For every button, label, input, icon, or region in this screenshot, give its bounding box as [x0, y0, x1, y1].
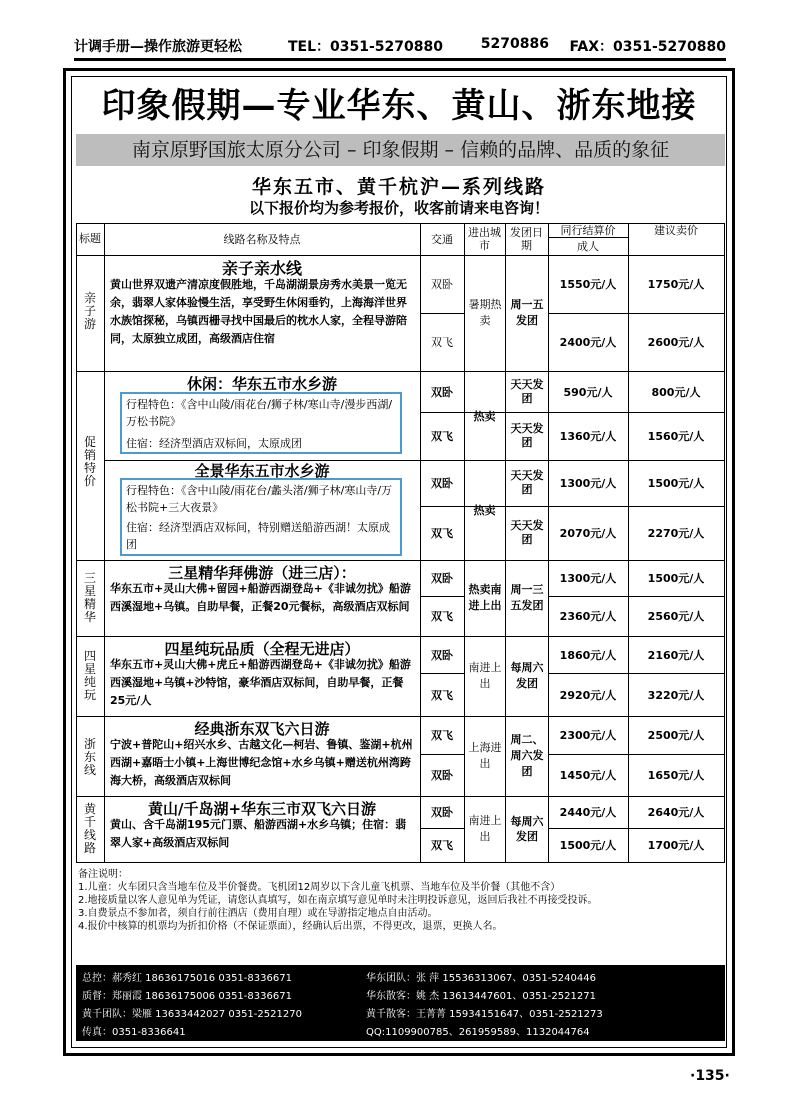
- header-tel: TEL：0351-5270880: [287, 39, 443, 55]
- price-peer: 1360元/人: [559, 430, 617, 443]
- group-label: 四星纯玩: [83, 649, 96, 702]
- price-suggest: 2270元/人: [647, 527, 705, 540]
- col-depart-header: 发团日期: [510, 226, 543, 252]
- header-slogan: 计调手册—操作旅游更轻松: [74, 39, 242, 55]
- traffic-cell: 双卧: [431, 648, 453, 662]
- price-peer: 1550元/人: [559, 278, 617, 291]
- page-number: ·135·: [690, 1068, 730, 1084]
- price-suggest: 1750元/人: [647, 278, 705, 291]
- traffic-cell: 双卧: [431, 769, 453, 782]
- col-suggest-header: 建议卖价: [654, 224, 698, 237]
- inout-cell: 暑期热卖: [468, 298, 502, 327]
- traffic-cell: 双卧: [431, 385, 453, 399]
- route-title: 四星纯玩品质（全程无进店）: [164, 640, 360, 658]
- route-desc: 宁波+普陀山+绍兴水乡、古越文化—柯岩、鲁镇、鉴湖+杭州西湖+嘉晤士小镇+上海世博纪念馆+水乡乌镇+赠送杭州湾跨海大桥，高级酒店双标间: [110, 738, 413, 787]
- contact-item: 传真：0351-8336641: [82, 1027, 186, 1038]
- inout-cell: 南进上出: [468, 661, 502, 690]
- traffic-cell: 双飞: [431, 839, 453, 852]
- traffic-cell: 双卧: [431, 278, 453, 291]
- col-peer-price-header: 同行结算价: [560, 224, 616, 237]
- price-peer: 590元/人: [563, 385, 613, 399]
- inout-cell: 南进上出: [468, 814, 502, 843]
- price-suggest: 1650元/人: [647, 769, 705, 782]
- depart-cell: 周一五发团: [510, 298, 544, 327]
- route-desc: 黄山世界双遗产清凉度假胜地，千岛湖湖景房秀水美景一览无余，翡翠人家体验慢生活，享受野生休闲垂钓，上海海洋世界水族馆探秘，乌镇西栅寻找中国最后的枕水人家，全程导游陪同，太原独立成团，高级酒店住宿: [110, 278, 407, 345]
- route-title: 亲子亲水线: [221, 259, 302, 278]
- price-peer: 2920元/人: [559, 688, 617, 702]
- contact-item: 质督：郑丽霞 18636175006 0351-8336671: [82, 991, 292, 1002]
- note-item: 1.儿童：火车团只含当地车位及半价餐费。飞机团12周岁以下含儿童飞机票、当地车位及半价餐（其他不含）: [78, 882, 561, 893]
- price-peer: 2400元/人: [559, 336, 617, 349]
- price-peer: 2300元/人: [559, 729, 617, 742]
- note-item: 3.自费景点不参加者，须自行前往酒店（费用自理）或在导游指定地点自由活动。: [78, 908, 438, 919]
- group-label: 亲子游: [83, 291, 96, 331]
- route-desc: 黄山、含千岛湖195元门票、船游西湖+水乡乌镇；住宿：翡翠人家+高级酒店双标间: [110, 818, 407, 849]
- price-note: 以下报价均为参考报价，收客前请来电咨询！: [248, 199, 549, 217]
- route-stay: 住宿：经济型酒店双标间，太原成团: [126, 437, 302, 450]
- contact-item: 华东散客：姚 杰 13613447601、0351-2521271: [366, 991, 596, 1002]
- contact-item: QQ:1109900785、261959589、1132044764: [366, 1027, 590, 1038]
- price-suggest: 2640元/人: [647, 806, 705, 819]
- price-suggest: 1500元/人: [647, 572, 705, 585]
- price-peer: 1500元/人: [559, 839, 617, 852]
- route-itinerary: 行程特色：《含中山陵/雨花台/蠡头渚/狮子林/寒山寺/万松书院+三大夜景》: [126, 484, 393, 514]
- group-label: 浙东线: [83, 737, 96, 777]
- page-header: [74, 36, 726, 61]
- group-label: 黄千线路: [83, 802, 96, 855]
- price-suggest: 2160元/人: [647, 648, 705, 662]
- price-peer: 1450元/人: [559, 769, 617, 782]
- route-desc: 华东五市+灵山大佛+虎丘+船游西湖登岛+《非诚勿扰》船游西溪湿地+乌镇+沙特馆，豪华酒店双标间，自助早餐，正餐25元/人: [110, 658, 411, 707]
- price-suggest: 1560元/人: [647, 430, 705, 443]
- contact-item: 黄千散客：王菁菁 15934151647、0351-2521273: [366, 1009, 603, 1020]
- col-inout-header: 进出城市: [468, 226, 501, 252]
- depart-cell: 周二、周六发团: [510, 733, 544, 778]
- traffic-cell: 双飞: [431, 688, 453, 702]
- route-title: 经典浙东双飞六日游: [194, 720, 330, 738]
- contact-item: 总控：郝秀红 18636175016 0351-8336671: [82, 973, 292, 984]
- depart-cell: 天天发团: [510, 377, 544, 405]
- price-suggest: 2600元/人: [647, 336, 705, 349]
- contact-item: 黄千团队：梁雁 13633442027 0351-2521270: [82, 1009, 302, 1020]
- traffic-cell: 双飞: [431, 336, 453, 349]
- page-title: 印象假期—专业华东、黄山、浙东地接: [101, 86, 697, 126]
- depart-cell: 天天发团: [510, 519, 544, 546]
- route-title: 全景华东五市水乡游: [194, 462, 330, 480]
- note-item: 2.地接质量以客人意见单为凭证，请您认真填写，如在南京填写意见单时未注明投诉意见，返回后我社不再接受投诉。: [78, 895, 598, 906]
- header-tel2: 5270886: [480, 36, 549, 52]
- series-title: 华东五市、黄千杭沪—系列线路: [251, 176, 546, 198]
- inout-cell: 热卖南进上出: [468, 583, 502, 612]
- traffic-cell: 双飞: [431, 430, 453, 443]
- depart-cell: 天天发团: [510, 422, 544, 449]
- route-itinerary: 行程特色：《含中山陵/雨花台/狮子林/寒山寺/漫步西湖/万松书院》: [126, 398, 393, 428]
- traffic-cell: 双卧: [431, 806, 453, 819]
- col-route-header: 线路名称及特点: [223, 233, 301, 246]
- traffic-cell: 双卧: [431, 477, 453, 490]
- depart-cell: 天天发团: [510, 469, 544, 496]
- price-suggest: 2560元/人: [647, 610, 705, 623]
- price-suggest: 2500元/人: [647, 729, 705, 742]
- contact-block: [76, 965, 725, 1041]
- col-title-header: 标题: [79, 232, 101, 245]
- price-peer: 2360元/人: [559, 610, 617, 623]
- inout-cell: 热卖: [473, 504, 496, 517]
- route-title: 三星精华拜佛游（进三店）：: [168, 564, 356, 582]
- header-fax: FAX：0351-5270880: [569, 39, 726, 55]
- route-title: 休闲：华东五市水乡游: [186, 375, 337, 393]
- price-peer: 1860元/人: [559, 648, 617, 662]
- price-suggest: 1700元/人: [647, 839, 705, 852]
- col-traffic-header: 交通: [431, 233, 453, 246]
- depart-cell: 周一三五发团: [510, 583, 544, 612]
- company-band: 南京原野国旅太原分公司 – 印象假期 – 信赖的品牌、品质的象征: [76, 134, 725, 166]
- traffic-cell: 双飞: [431, 527, 453, 540]
- price-suggest: 1500元/人: [647, 477, 705, 490]
- price-peer: 1300元/人: [559, 572, 617, 585]
- contact-item: 华东团队：张 萍 15536313067、0351-5240446: [366, 973, 596, 984]
- notes-heading: 备注说明：: [78, 869, 128, 880]
- price-suggest: 800元/人: [651, 385, 701, 399]
- route-title: 黄山/千岛湖+华东三市双飞六日游: [147, 800, 377, 818]
- group-label: 促销特价: [83, 435, 96, 488]
- price-suggest: 3220元/人: [647, 688, 705, 702]
- depart-cell: 每周六发团: [510, 661, 544, 690]
- route-stay: 住宿：经济型酒店双标间，特别赠送船游西湖！太原成团: [126, 521, 390, 551]
- traffic-cell: 双卧: [431, 572, 453, 585]
- price-peer: 1300元/人: [559, 477, 617, 490]
- traffic-cell: 双飞: [431, 729, 453, 742]
- price-peer: 2070元/人: [559, 527, 617, 540]
- group-label: 三星精华: [83, 571, 96, 624]
- price-peer: 2440元/人: [559, 806, 617, 819]
- traffic-cell: 双飞: [431, 610, 453, 623]
- inout-cell: 热卖: [473, 409, 496, 423]
- route-desc: 华东五市+灵山大佛+留园+船游西湖登岛+《非诚勿扰》船游西溪湿地+乌镇。自助早餐，正餐20元餐标，高级酒店双标间: [110, 582, 411, 613]
- note-item: 4.报价中核算的机票均为折扣价格（不保证票面），经确认后出票，不得更改，退票，更换人名。: [78, 921, 503, 932]
- depart-cell: 每周六发团: [510, 815, 544, 843]
- col-adult-header: 成人: [577, 240, 599, 253]
- inout-cell: 上海进出: [468, 741, 502, 770]
- notes-section: [78, 868, 720, 933]
